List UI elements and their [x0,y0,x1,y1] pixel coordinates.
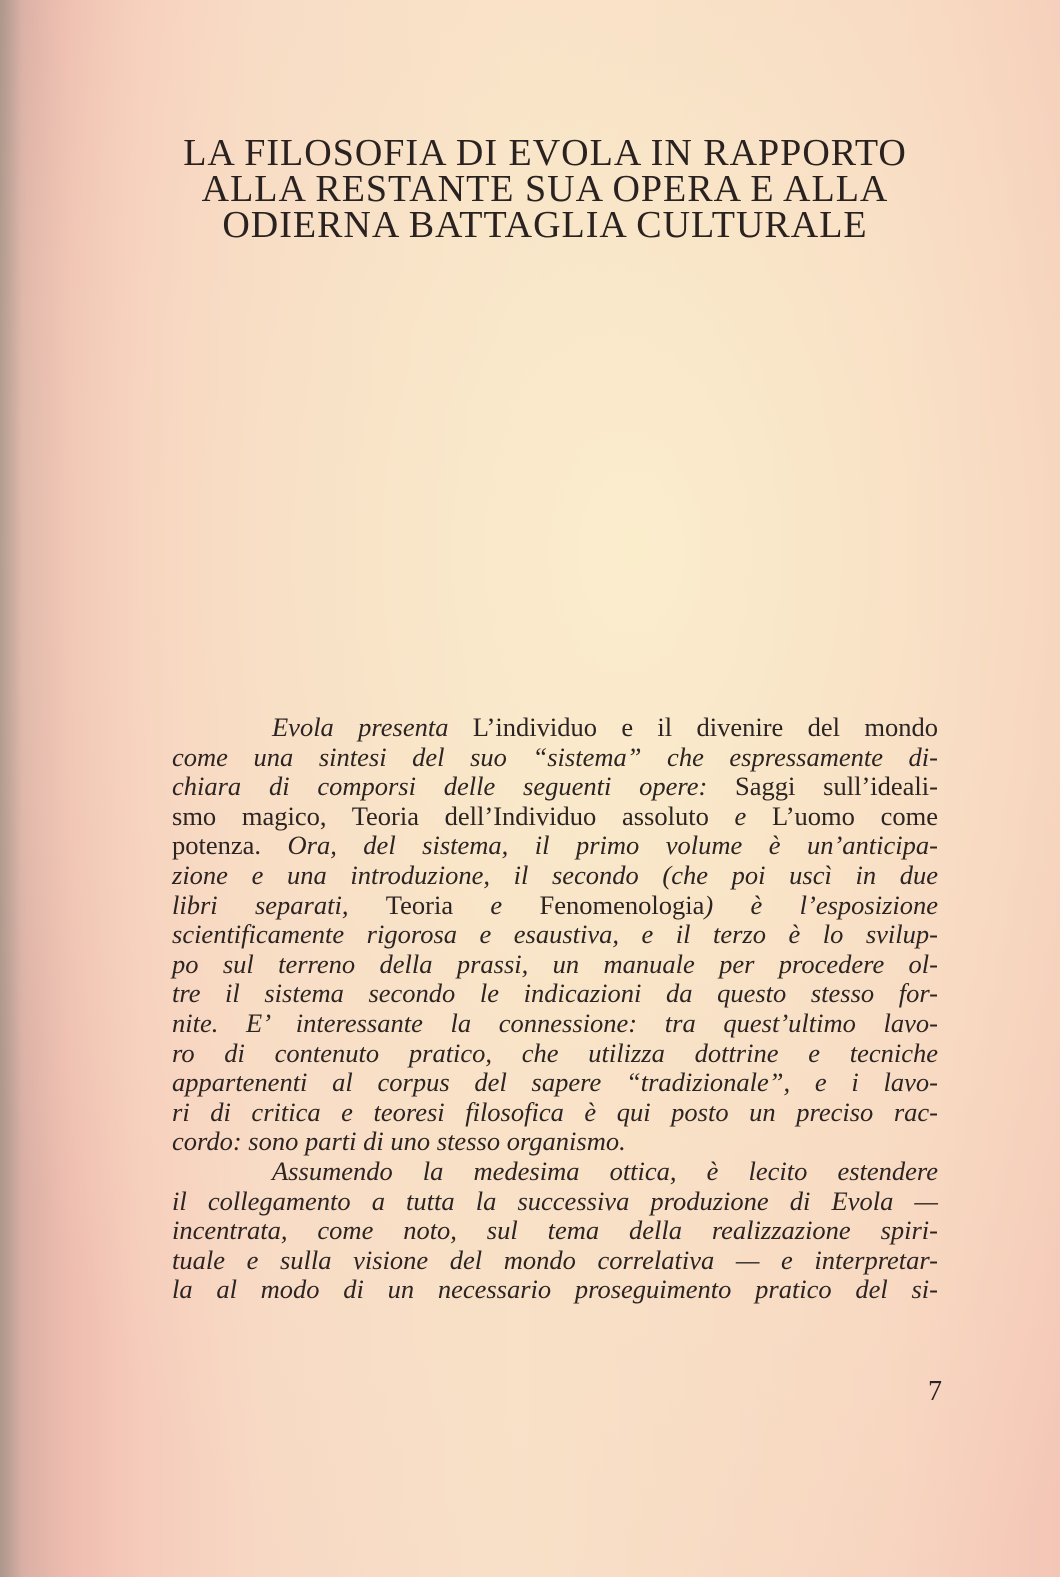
text-line: po sul terreno della prassi, un manuale per procedere ol- [172,948,938,979]
chapter-title [150,132,940,246]
text-line: Assumendo la medesima ottica, è lecito estendere [272,1155,938,1186]
text-line: potenza. Ora, del sistema, il primo volume è un’anticipa- [172,830,938,861]
text-line: come una sintesi del suo “sistema” che espressamente di- [172,741,938,772]
text-line: zione e una introduzione, il secondo (che poi uscì in due [172,859,938,890]
chapter-title-line-1: LA FILOSOFIA DI EVOLA IN RAPPORTO [183,132,907,174]
text-line: ro di contenuto pratico, che utilizza dottrine e tecniche [172,1037,938,1068]
text-line: smo magico, Teoria dell’Individuo assoluto e L’uomo come [172,800,938,831]
text-line: cordo: sono parti di uno stesso organismo. [172,1126,626,1157]
text-line: appartenenti al corpus del sapere “tradizionale”, e i lavo- [172,1067,938,1098]
text-line: libri separati, Teoria e Fenomenologia) è l’esposizione [172,889,939,920]
chapter-title-line-3: ODIERNA BATTAGLIA CULTURALE [222,204,868,246]
body-text [172,713,938,1305]
text-line: ri di critica e teoresi filosofica è qui posto un preciso rac- [172,1096,938,1127]
text-line: chiara di comporsi delle seguenti opere: Saggi sull’ideali- [172,771,938,802]
chapter-title-line-2: ALLA RESTANTE SUA OPERA E ALLA [201,168,889,210]
text-line: Evola presenta L’individuo e il divenire del mondo [272,712,939,742]
text-line: scientificamente rigorosa e esaustiva, e il terzo è lo svilup- [172,919,938,950]
text-line: il collegamento a tutta la successiva produzione di Evola — [172,1185,938,1216]
text-line: la al modo di un necessario proseguimento pratico del si- [172,1274,938,1305]
page-number: 7 [928,1376,942,1407]
text-line: tre il sistema secondo le indicazioni da questo stesso for- [172,978,938,1009]
text-line: nite. E’ interessante la connessione: tra quest’ultimo lavo- [172,1007,938,1038]
text-line: tuale e sulla visione del mondo correlativa — e interpretar- [172,1244,938,1275]
text-line: incentrata, come noto, sul tema della realizzazione spiri- [172,1215,938,1246]
